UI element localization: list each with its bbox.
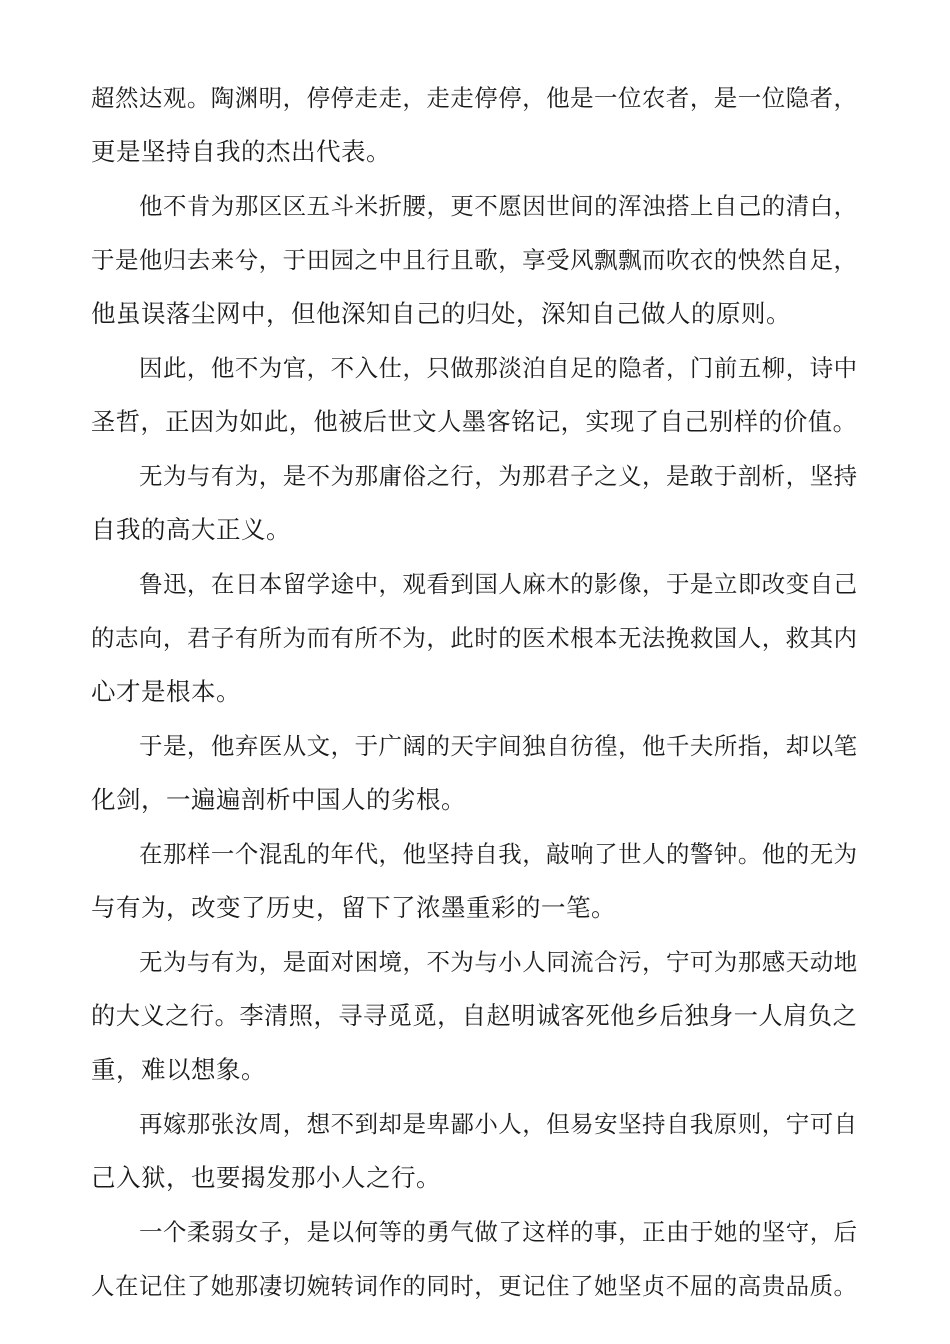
text-line: 的志向，君子有所为而有所不为，此时的医术根本无法挽救国人，救其内 <box>91 624 858 652</box>
text-line: 心才是根本。 <box>91 677 241 706</box>
body-text <box>91 71 861 1313</box>
text-line: 自我的高大正义。 <box>91 515 291 544</box>
text-line: 一个柔弱女子，是以何等的勇气做了这样的事，正由于她的坚守，后 <box>139 1218 858 1246</box>
text-line: 他不肯为那区区五斗米折腰，更不愿因世间的浑浊搭上自己的清白， <box>139 192 858 220</box>
text-line: 人在记住了她那凄切婉转词作的同时，更记住了她坚贞不屈的高贵品质。 <box>91 1272 858 1300</box>
text-line: 在那样一个混乱的年代，他坚持自我，敲响了世人的警钟。他的无为 <box>139 840 858 868</box>
text-line: 与有为，改变了历史，留下了浓墨重彩的一笔。 <box>91 893 616 922</box>
text-line: 更是坚持自我的杰出代表。 <box>91 137 391 166</box>
text-line: 化剑，一遍遍剖析中国人的劣根。 <box>91 785 466 814</box>
text-line: 无为与有为，是不为那庸俗之行，为那君子之义，是敢于剖析，坚持 <box>139 462 858 490</box>
text-line: 超然达观。陶渊明，停停走走，走走停停，他是一位农者，是一位隐者， <box>91 84 858 112</box>
text-line: 于是他归去来兮，于田园之中且行且歌，享受风飘飘而吹衣的怏然自足， <box>91 246 858 274</box>
text-line: 圣哲，正因为如此，他被后世文人墨客铭记，实现了自己别样的价值。 <box>91 408 858 436</box>
text-line: 他虽误落尘网中，但他深知自己的归处，深知自己做人的原则。 <box>91 299 791 328</box>
text-line: 己入狱，也要揭发那小人之行。 <box>91 1163 441 1192</box>
text-line: 于是，他弃医从文，于广阔的天宇间独自彷徨，他千夫所指，却以笔 <box>139 732 858 760</box>
text-line: 无为与有为，是面对困境，不为与小人同流合污，宁可为那感天动地 <box>139 948 858 976</box>
text-line: 鲁迅，在日本留学途中，观看到国人麻木的影像，于是立即改变自己 <box>139 570 858 598</box>
text-line: 重，难以想象。 <box>91 1055 266 1084</box>
text-line: 因此，他不为官，不入仕，只做那淡泊自足的隐者，门前五柳，诗中 <box>139 354 858 382</box>
text-line: 的大义之行。李清照，寻寻觅觅，自赵明诚客死他乡后独身一人肩负之 <box>91 1002 858 1030</box>
text-line: 再嫁那张汝周，想不到却是卑鄙小人，但易安坚持自我原则，宁可自 <box>139 1110 858 1138</box>
